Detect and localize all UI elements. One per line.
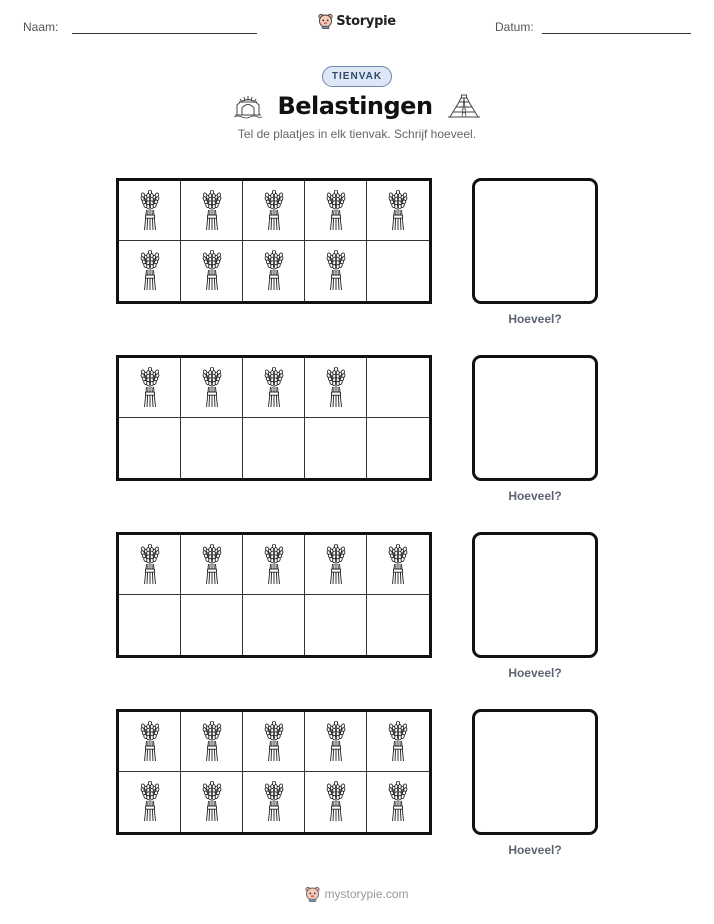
wheat-bundle-icon	[139, 721, 161, 763]
wheat-bundle-icon	[201, 781, 223, 823]
instructions: Tel de plaatjes in elk tienvak. Schrijf hoeveel.	[237, 127, 477, 141]
ten-frame-cell	[367, 535, 429, 595]
wheat-bundle-icon	[139, 367, 161, 409]
ten-frame-cell	[367, 712, 429, 772]
title-row	[0, 92, 714, 120]
ten-frame-cell	[243, 181, 305, 241]
wheat-bundle-icon	[263, 250, 285, 292]
ten-frame-cell	[119, 772, 181, 832]
ten-frame-cell	[119, 418, 181, 478]
ten-frame-cell	[305, 358, 367, 418]
date-label: Datum:	[495, 20, 534, 34]
ten-frame-cell	[119, 181, 181, 241]
wheat-bundle-icon	[387, 544, 409, 586]
ten-frame-1	[116, 178, 432, 304]
answer-box-2[interactable]	[472, 355, 598, 481]
wheat-bundle-icon	[325, 367, 347, 409]
ten-frame-cell	[367, 595, 429, 655]
ten-frame-cell	[181, 535, 243, 595]
ten-frame-cell	[243, 358, 305, 418]
brand-name: Storypie	[336, 13, 396, 29]
ten-frame-cell	[181, 358, 243, 418]
wheat-bundle-icon	[201, 250, 223, 292]
wheat-bundle-icon	[263, 367, 285, 409]
ten-frame-cell	[181, 772, 243, 832]
ten-frame-2	[116, 355, 432, 481]
wheat-bundle-icon	[139, 190, 161, 232]
ten-frame-cell	[243, 712, 305, 772]
ten-frame-cell	[119, 595, 181, 655]
answer-box-4[interactable]	[472, 709, 598, 835]
wheat-bundle-icon	[139, 250, 161, 292]
wheat-bundle-icon	[201, 544, 223, 586]
wheat-bundle-icon	[387, 781, 409, 823]
answer-box-3[interactable]	[472, 532, 598, 658]
ten-frame-cell	[243, 418, 305, 478]
ten-frame-cell	[119, 712, 181, 772]
ten-frame-cell	[181, 712, 243, 772]
wheat-bundle-icon	[201, 721, 223, 763]
ten-frame-cell	[305, 595, 367, 655]
ten-frame-cell	[367, 772, 429, 832]
ten-frame-cell	[243, 772, 305, 832]
storypie-mascot-icon	[305, 886, 320, 902]
brand-logo	[0, 13, 714, 34]
wheat-bundle-icon	[325, 190, 347, 232]
ten-frame-cell	[243, 241, 305, 301]
ten-frame-cell	[305, 181, 367, 241]
ten-frame-cell	[181, 418, 243, 478]
ten-frame-cell	[367, 181, 429, 241]
ten-frame-cell	[305, 772, 367, 832]
answer-label-1: Hoeveel?	[508, 312, 562, 326]
wheat-bundle-icon	[201, 190, 223, 232]
ten-frame-cell	[119, 241, 181, 301]
ancient-bridge-icon	[233, 93, 263, 119]
date-line[interactable]	[542, 33, 691, 34]
answer-label-2: Hoeveel?	[508, 489, 562, 503]
ten-frame-cell	[181, 595, 243, 655]
storypie-mascot-icon	[318, 13, 333, 29]
ten-frame-cell	[243, 595, 305, 655]
worksheet-type-badge: TIENVAK	[322, 66, 392, 87]
ten-frame-cell	[305, 712, 367, 772]
ten-frame-cell	[119, 535, 181, 595]
wheat-bundle-icon	[263, 781, 285, 823]
footer-url: mystorypie.com	[324, 887, 409, 901]
ten-frame-cell	[181, 241, 243, 301]
ten-frame-cell	[181, 181, 243, 241]
ten-frame-cell	[367, 418, 429, 478]
answer-label-4: Hoeveel?	[508, 843, 562, 857]
step-pyramid-icon	[447, 93, 481, 119]
answer-box-1[interactable]	[472, 178, 598, 304]
wheat-bundle-icon	[201, 367, 223, 409]
ten-frame-4	[116, 709, 432, 835]
wheat-bundle-icon	[263, 721, 285, 763]
wheat-bundle-icon	[263, 190, 285, 232]
ten-frame-cell	[305, 418, 367, 478]
wheat-bundle-icon	[387, 721, 409, 763]
ten-frame-cell	[305, 241, 367, 301]
wheat-bundle-icon	[325, 544, 347, 586]
name-label: Naam:	[23, 20, 59, 34]
ten-frame-cell	[367, 358, 429, 418]
ten-frame-cell	[243, 535, 305, 595]
wheat-bundle-icon	[325, 781, 347, 823]
page-title: Belastingen	[277, 92, 433, 120]
wheat-bundle-icon	[325, 721, 347, 763]
wheat-bundle-icon	[139, 781, 161, 823]
wheat-bundle-icon	[325, 250, 347, 292]
wheat-bundle-icon	[263, 544, 285, 586]
ten-frame-cell	[305, 535, 367, 595]
ten-frame-cell	[119, 358, 181, 418]
ten-frame-cell	[367, 241, 429, 301]
wheat-bundle-icon	[139, 544, 161, 586]
ten-frame-3	[116, 532, 432, 658]
wheat-bundle-icon	[387, 190, 409, 232]
footer	[0, 886, 714, 907]
answer-label-3: Hoeveel?	[508, 666, 562, 680]
